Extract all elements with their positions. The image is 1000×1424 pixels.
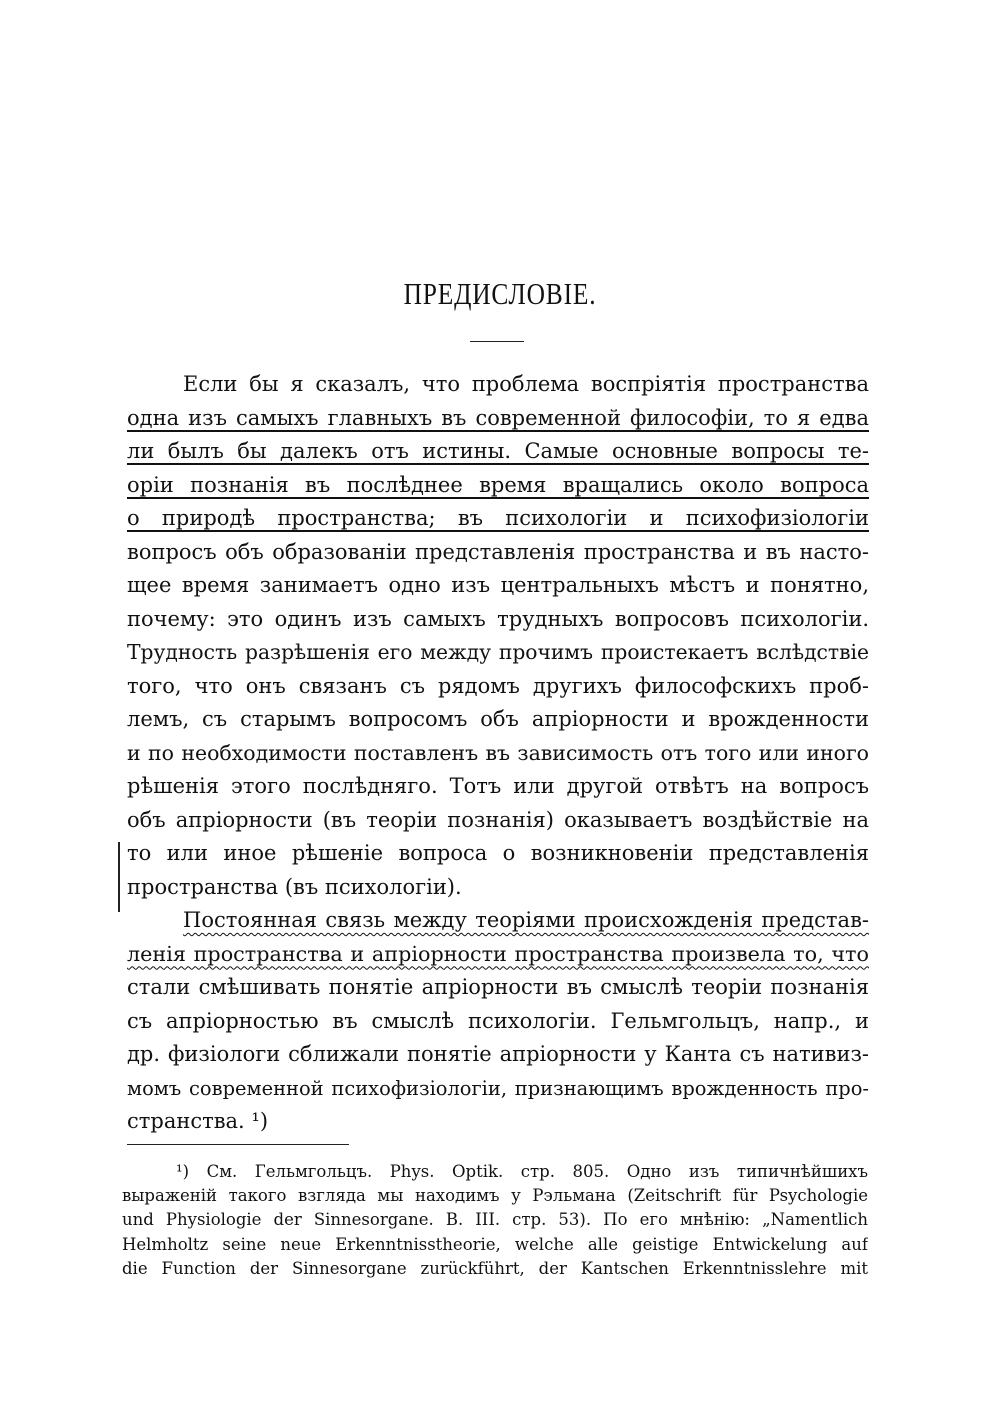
text-line: того, что онъ связанъ съ рядомъ другихъ философскихъ проб- [127, 673, 869, 698]
text-line: стали смѣшивать понятіе апріорности въ смыслѣ теоріи познанія [127, 975, 869, 999]
text-line: съ апріорностью въ смыслѣ психологіи. Гельмгольцъ, напр., и [127, 1008, 869, 1033]
text-line: странства. ¹) [127, 1109, 269, 1133]
margin-mark [118, 842, 125, 912]
text-line: Трудность разрѣшенія его между прочимъ проистекаетъ вслѣдствіе [127, 640, 869, 664]
body-text [127, 368, 869, 1139]
text-line: лемъ, съ старымъ вопросомъ объ апріорности и врожденности [127, 707, 869, 731]
text-line: и по необходимости поставленъ въ зависимость отъ того или иного [127, 740, 869, 765]
text-line: Постоянная связь между теоріями происхожденія представ- [183, 908, 869, 932]
footnote-line: und Physiologie der Sinnesorgane. B. III. стр. 53). По его мнѣнію: „Namentlich [122, 1210, 868, 1230]
text-line: объ апріорности (въ теоріи познанія) оказываетъ воздѣйствіе на [127, 807, 869, 832]
text-line: др. физіологи сближали понятіе апріорности у Канта съ нативиз- [127, 1042, 869, 1066]
text-line: пространства (въ психологіи). [127, 874, 462, 899]
footnote-line: ¹) См. Гельмгольцъ. Phys. Optik. стр. 805. Одно изъ типичнѣйшихъ [176, 1162, 868, 1181]
text-line: ли былъ бы далекъ отъ истины. Самые основные вопросы те- [127, 439, 869, 463]
page-title: ПРЕДИСЛОВІЕ. [403, 276, 597, 311]
text-line: рѣшенія этого послѣдняго. Тотъ или другой отвѣтъ на вопросъ [127, 774, 869, 798]
text-line: Если бы я сказалъ, что проблема воспріятія пространства [183, 372, 869, 396]
text-line: то или иное рѣшеніе вопроса о возникновеніи представленія [127, 841, 869, 865]
footnote-divider [127, 1144, 349, 1145]
text-line: щее время занимаетъ одно изъ центральныхъ мѣстъ и понятно, [127, 573, 869, 597]
footnote-line: Helmholtz seine neue Erkenntnisstheorie, welche alle geistige Entwickelung auf [122, 1234, 868, 1254]
text-line: о природѣ пространства; въ психологіи и психофизіологіи [127, 506, 869, 530]
footnote-line: выраженій такого взгляда мы находимъ у Рэльмана (Zeitschrift für Psychologie [122, 1186, 868, 1206]
text-line: оріи познанія въ послѣднее время вращались около вопроса [127, 472, 869, 497]
footnotes [122, 1160, 868, 1281]
footnote-line: die Function der Sinnesorgane zurückführt, der Kantschen Erkenntnisslehre mit [122, 1258, 868, 1278]
text-line: момъ современной психофизіологіи, признающимъ врожденность про- [127, 1076, 869, 1100]
text-line: ленія пространства и апріорности пространства произвела то, что [127, 941, 869, 966]
text-line: почему: это одинъ изъ самыхъ трудныхъ вопросовъ психологіи. [127, 606, 869, 631]
text-line: одна изъ самыхъ главныхъ въ современной философіи, то я едва [127, 405, 869, 430]
text-line: вопросъ объ образованіи представленія пространства и въ насто- [127, 539, 869, 564]
title-divider [470, 341, 524, 342]
